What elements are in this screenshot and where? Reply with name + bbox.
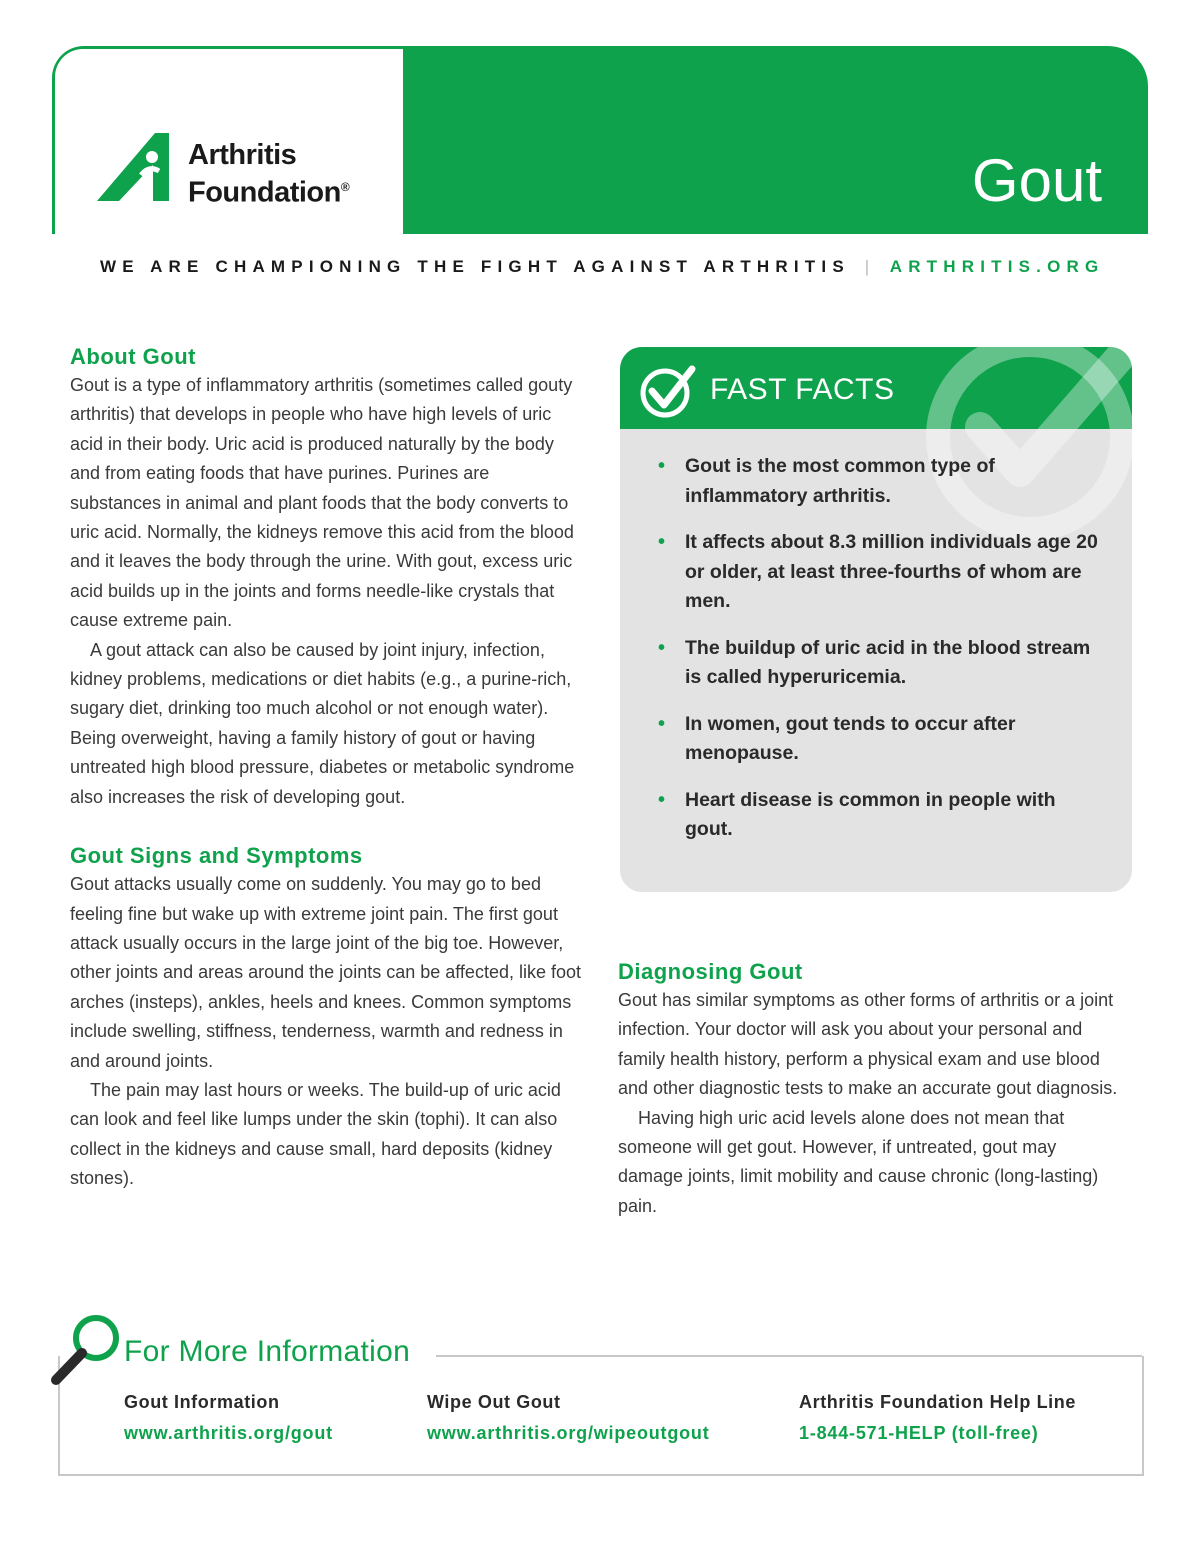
info-link[interactable]: www.arthritis.org/gout [124, 1423, 333, 1443]
symptoms-paragraph-1: Gout attacks usually come on suddenly. You may go to bed feeling fine but wake up with extreme joint pain. The first gout attack usually occurs in the large joint of the big toe. However, other joints and areas around the joints can be affected, like foot arches (insteps), ankles, heels and knees. Common symptoms include swelling, stiffness, tenderness, warmth and redness in and around joints. [70, 874, 582, 1071]
more-info-title: For More Information [124, 1335, 414, 1369]
registered-mark: ® [340, 180, 350, 194]
info-phone[interactable]: 1-844-571-HELP (toll-free) [799, 1423, 1039, 1443]
info-wipe-out-gout [427, 1390, 710, 1446]
fact-item: • It affects about 8.3 million individuals age 20 or older, at least three-fourths of whom are men. [658, 528, 1098, 617]
about-heading: About Gout [70, 344, 196, 369]
fact-item: • The buildup of uric acid in the blood stream is called hyperuricemia. [658, 634, 1098, 693]
fact-item: • Gout is the most common type of inflammatory arthritis. [658, 452, 1098, 511]
header-banner [52, 46, 1148, 234]
tagline-separator: | [864, 257, 876, 276]
fact-item: • In women, gout tends to occur after menopause. [658, 710, 1098, 769]
about-paragraph-1: Gout is a type of inflammatory arthritis (sometimes called gouty arthritis) that develops in people who have high levels of uric acid in their body. Uric acid is produced naturally by the body and from eating foods that have purines. Purines are substances in animal and plant foods that the body converts to uric acid. Normally, the kidneys remove this acid from the blood and it leaves the body through the urine. With gout, excess uric acid builds up in the joints and forms needle-like crystals that cause extreme pain. [70, 375, 574, 631]
fact-item: • Heart disease is common in people with gout. [658, 786, 1098, 845]
fast-facts-list [658, 452, 1098, 862]
diagnosing-paragraph-1: Gout has similar symptoms as other forms of arthritis or a joint infection. Your doctor will ask you about your personal and family health history, perform a physical exam and use blood and other diagnostic tests to make an accurate gout diagnosis. [618, 990, 1118, 1099]
diagnosing-heading: Diagnosing Gout [618, 959, 803, 984]
tagline [100, 257, 1104, 277]
logo-wordmark [188, 139, 349, 209]
info-gout [124, 1390, 333, 1446]
website-link[interactable]: ARTHRITIS.ORG [889, 257, 1105, 276]
about-paragraph-2: A gout attack can also be caused by joint injury, infection, kidney problems, medications or diet habits (e.g., a purine-rich, sugary diet, drinking too much alcohol or not enough water). Being overweight, having a family history of gout or having untreated high blood pressure, diabetes or metabolic syndrome also increases the risk of developing gout. [70, 639, 575, 807]
symptoms-section [70, 842, 585, 1193]
left-column [70, 343, 585, 1194]
fast-facts-box [620, 347, 1132, 892]
more-info-top-border [436, 1355, 1142, 1357]
page-title: Gout [971, 147, 1102, 214]
info-label: Arthritis Foundation Help Line [799, 1392, 1076, 1412]
info-link[interactable]: www.arthritis.org/wipeoutgout [427, 1423, 710, 1443]
arthritis-foundation-logo-icon [97, 131, 187, 205]
symptoms-heading: Gout Signs and Symptoms [70, 843, 363, 869]
diagnosing-section [618, 958, 1118, 1221]
info-label: Wipe Out Gout [427, 1392, 561, 1412]
fast-facts-title: FAST FACTS [710, 373, 895, 406]
logo-line1: Arthritis [188, 139, 297, 171]
magnifying-glass-icon [48, 1310, 128, 1390]
info-label: Gout Information [124, 1392, 280, 1412]
symptoms-paragraph-2: The pain may last hours or weeks. The build-up of uric acid can look and feel like lumps under the skin (tophi). It can also collect in the kidneys and cause small, hard deposits (kidney stones). [70, 1079, 561, 1189]
info-help-line [799, 1390, 1076, 1446]
checkmark-circle-icon [638, 363, 700, 419]
logo-line2: Foundation® [188, 176, 350, 209]
diagnosing-paragraph-2: Having high uric acid levels alone does not mean that someone will get gout. However, if untreated, gout may damage joints, limit mobility and cause chronic (long-lasting) pain. [618, 1107, 1099, 1216]
tagline-text: WE ARE CHAMPIONING THE FIGHT AGAINST ARTHRITIS [100, 257, 850, 276]
logo-area [55, 49, 403, 234]
